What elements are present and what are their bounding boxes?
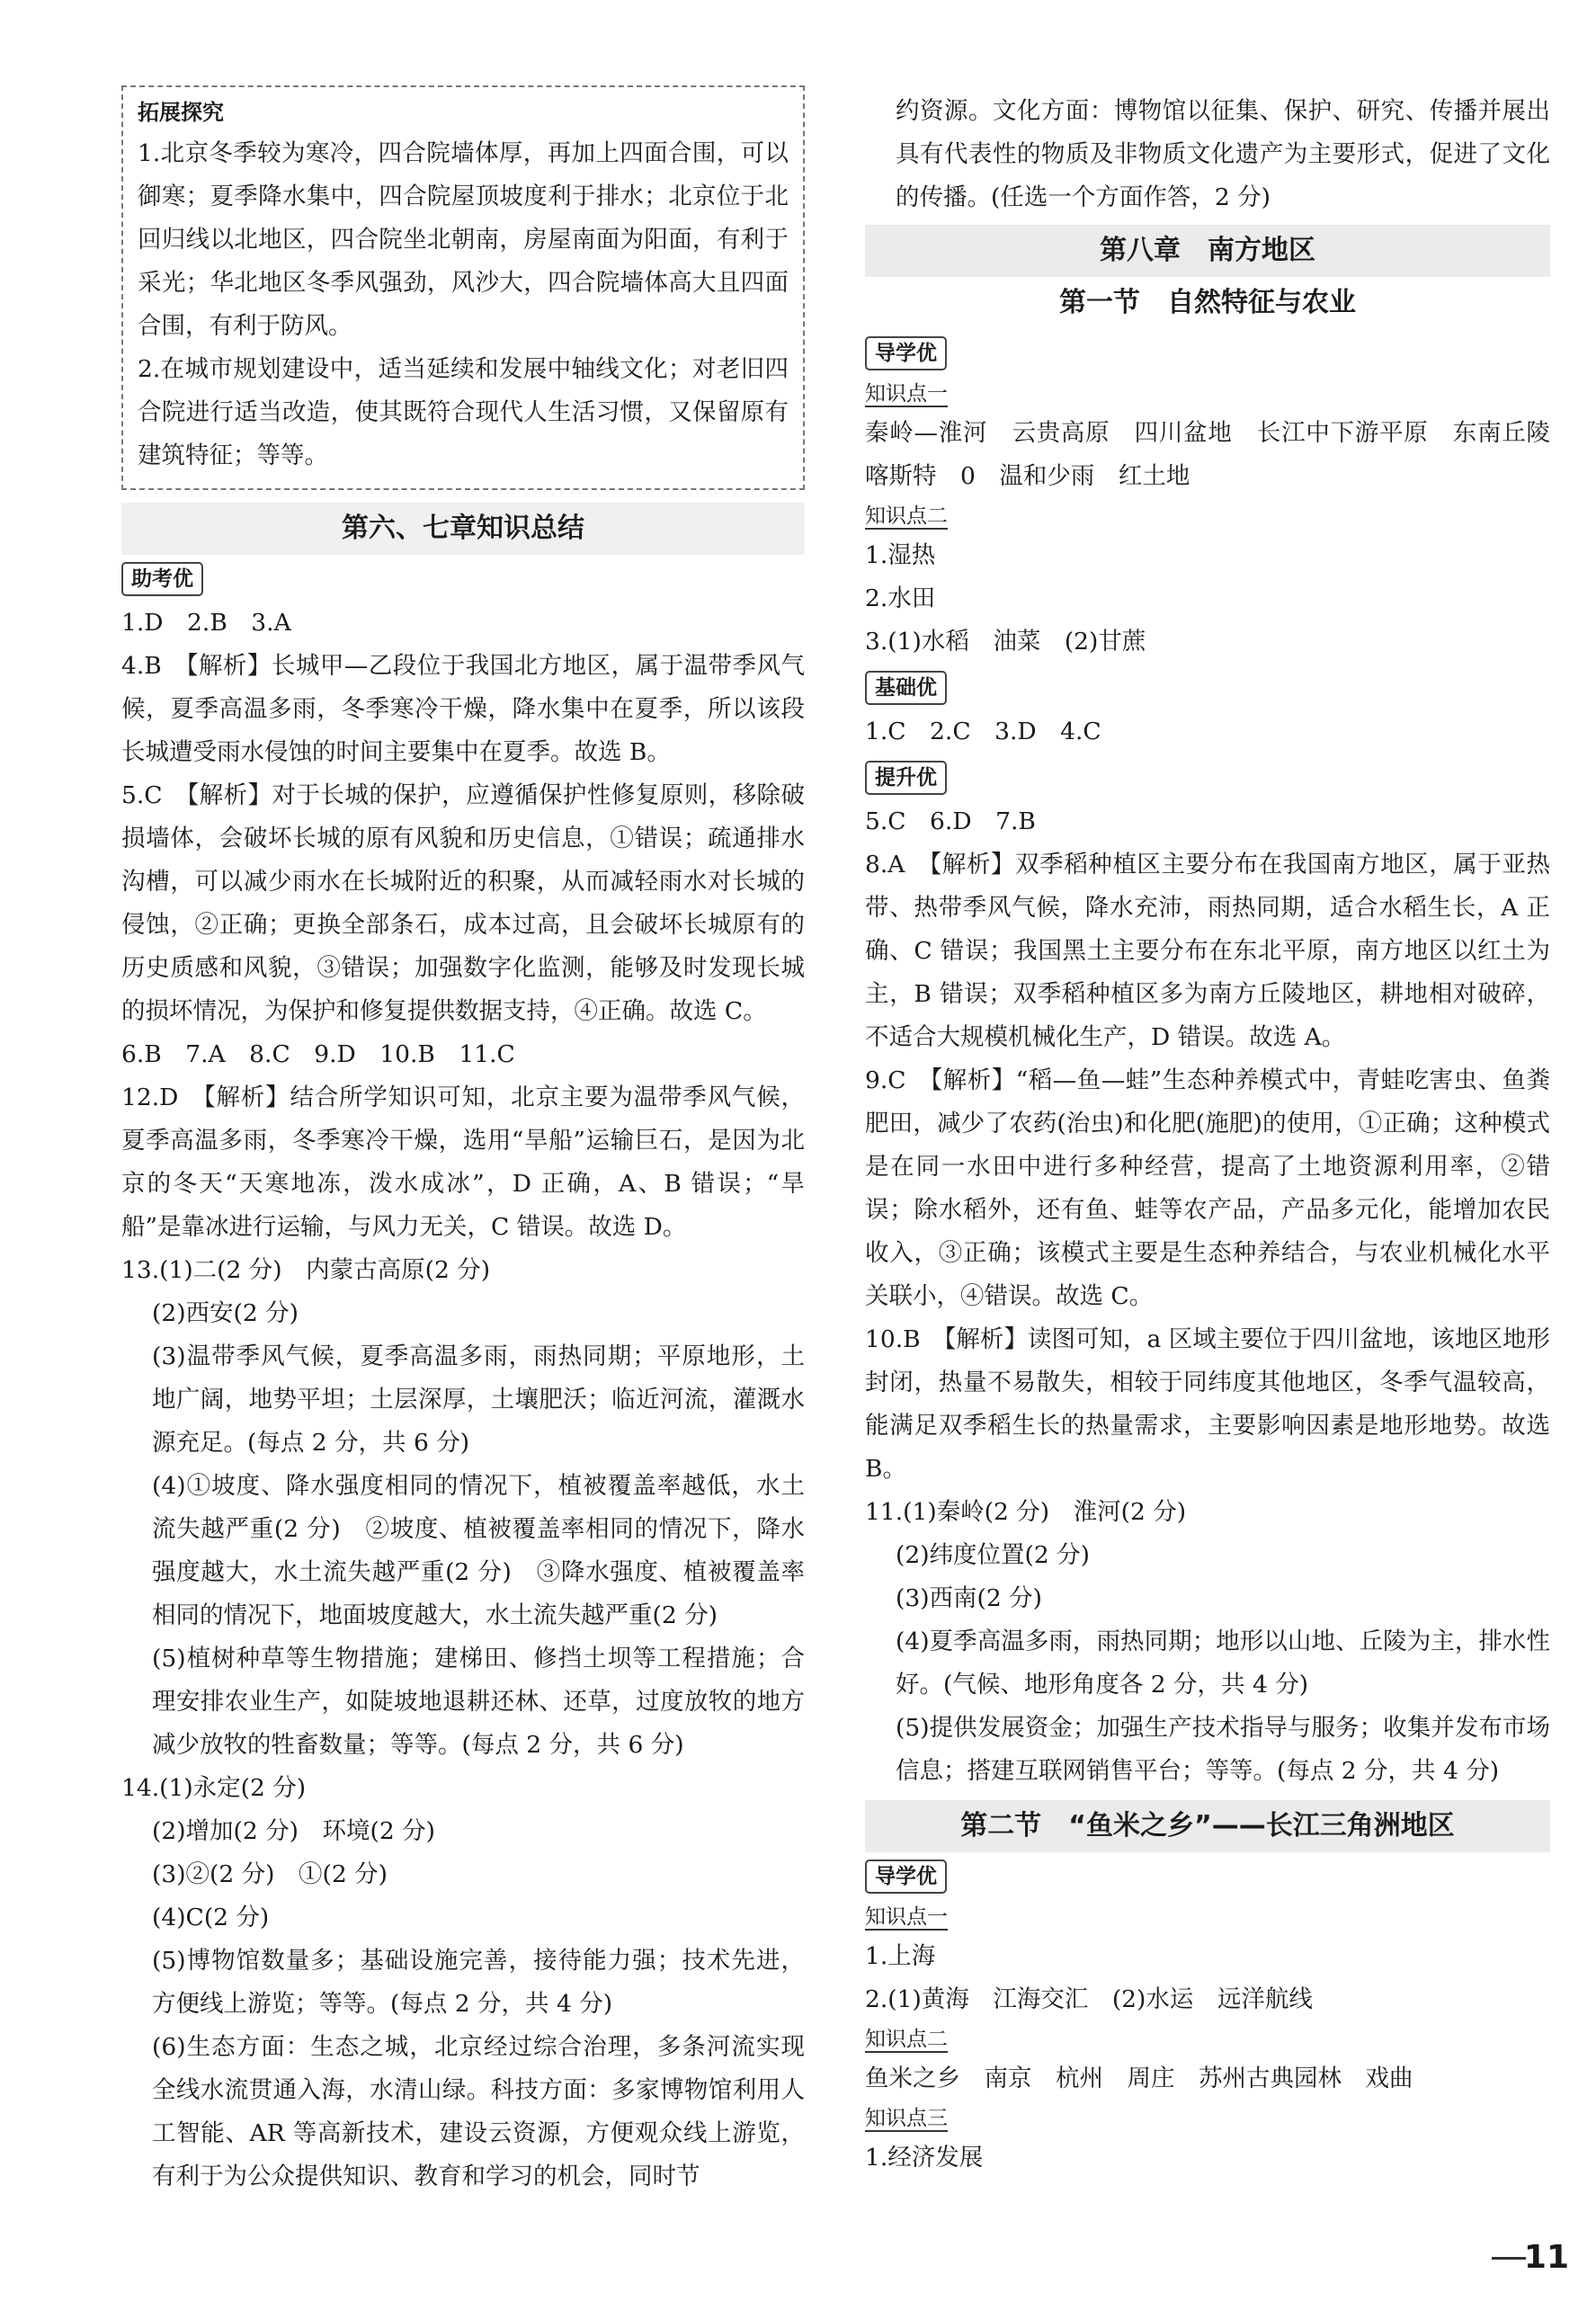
knowledge-text: 秦岭—淮河 云贵高原 四川盆地 长江中下游平原 东南丘陵 喀斯特 0 温和少雨 红土地 (865, 419, 1574, 490)
knowledge-item: 2.(1)黄海 江海交汇 (2)水运 远洋航线 (865, 1985, 1313, 2013)
basic-tag: 基础优 (865, 671, 947, 705)
extension-box (121, 85, 805, 490)
left-column (121, 85, 805, 2198)
basic-answers: 1.C 2.C 3.D 4.C (865, 718, 1101, 745)
answer-line: (4)①坡度、降水强度相同的情况下，植被覆盖率越低，水土流失越严重(2 分) ②坡度、植被覆盖率相同的情况下，降水强度越大，水土流失越严重(2 分) ③降水强度、植被覆盖率相同的情况下，地面坡度越大，水土流失越严重(2 分) (152, 1472, 805, 1629)
answer-line: 11.(1)秦岭(2 分) 淮河(2 分) (865, 1498, 1187, 1526)
extension-title: 拓展探究 (138, 100, 224, 125)
page-number: 11 (1523, 2239, 1569, 2276)
knowledge-point-label: 知识点三 (865, 2107, 948, 2130)
answer-line: (2)西安(2 分) (152, 1299, 299, 1327)
knowledge-text: 鱼米之乡 南京 杭州 周庄 苏州古典园林 戏曲 (865, 2065, 1413, 2092)
knowledge-text: 1.经济发展 (865, 2144, 984, 2172)
knowledge-point-label: 知识点二 (865, 504, 948, 528)
answer-line: (6)生态方面：生态之城，北京经过综合治理，多条河流实现全线水流贯通入海，水清山绿。科技方面：多家博物馆利用人工智能、AR 等高新技术，建设云资源，方便观众线上游览，有利于为公众提供知识、教育和学习的机会，同时节 (152, 2033, 805, 2190)
improve-tag: 提升优 (865, 761, 947, 795)
answer-line: (3)西南(2 分) (896, 1584, 1042, 1612)
guide-tag: 导学优 (865, 336, 947, 370)
chapter-heading: 第八章 南方地区 (865, 225, 1550, 277)
answer-line: (5)植树种草等生物措施；建梯田、修挡土坝等工程措施；合理安排农业生产，如陡坡地退耕还林、还草，过度放牧的地方减少放牧的牲畜数量；等等。(每点 2 分，共 6 分) (152, 1645, 805, 1759)
knowledge-item: 2.水田 (865, 584, 936, 612)
section-heading: 第一节 自然特征与农业 (865, 277, 1550, 329)
exam-tag: 助考优 (121, 562, 203, 596)
extension-item: 1.北京冬季较为寒冷，四合院墙体厚，再加上四面合围，可以御寒；夏季降水集中，四合院屋顶坡度利于排水；北京位于北回归线以北地区，四合院坐北朝南，房屋南面为阳面，有利于采光；华北地区冬季风强劲，风沙大，四合院墙体高大且四面合围，有利于防风。 (138, 139, 789, 340)
answer-line: (3)②(2 分) ①(2 分) (152, 1860, 388, 1888)
answer-line: 4.B 【解析】长城甲—乙段位于我国北方地区，属于温带季风气候，夏季高温多雨，冬季寒冷干燥，降水集中在夏季，所以该段长城遭受雨水侵蚀的时间主要集中在夏季。故选 B。 (121, 652, 805, 766)
continued-text: 约资源。文化方面：博物馆以征集、保护、研究、传播并展出具有代表性的物质及非物质文化遗产为主要形式，促进了文化的传播。(任选一个方面作答，2 分) (896, 97, 1550, 211)
answer-line: 9.C 【解析】“稻—鱼—蛙”生态种养模式中，青蛙吃害虫、鱼粪肥田，减少了农药(治虫)和化肥(施肥)的使用，①正确；这种模式是在同一水田中进行多种经营，提高了土地资源利用率，②错误；除水稻外，还有鱼、蛙等农产品，产品多元化，能增加农民收入，③正确；该模式主要是生态种养结合，与农业机械化水平关联小，④错误。故选 C。 (865, 1066, 1550, 1310)
section-heading-2: 第二节 “鱼米之乡”——长江三角洲地区 (865, 1800, 1550, 1852)
answer-line: (3)温带季风气候，夏季高温多雨，雨热同期；平原地形，土地广阔，地势平坦；土层深厚，土壤肥沃；临近河流，灌溉水源充足。(每点 2 分，共 6 分) (152, 1342, 805, 1457)
answer-line: (2)增加(2 分) 环境(2 分) (152, 1817, 435, 1845)
answer-line: 14.(1)永定(2 分) (121, 1774, 307, 1802)
right-column (865, 90, 1574, 2180)
knowledge-point-label: 知识点二 (865, 2028, 948, 2051)
answer-line: (5)博物馆数量多；基础设施完善，接待能力强；技术先进，方便线上游览；等等。(每点 2 分，共 4 分) (152, 1947, 805, 2018)
answer-line: 5.C 6.D 7.B (865, 807, 1036, 835)
answer-list (121, 602, 805, 2198)
page-number-dash (1492, 2257, 1526, 2260)
knowledge-item: 3.(1)水稻 油菜 (2)甘蔗 (865, 628, 1146, 656)
answer-line: 1.D 2.B 3.A (121, 609, 291, 637)
answer-line: 13.(1)二(2 分) 内蒙古高原(2 分) (121, 1256, 491, 1284)
answer-line: (4)夏季高温多雨，雨热同期；地形以山地、丘陵为主，排水性好。(气候、地形角度各 2 分，共 4 分) (896, 1628, 1550, 1699)
answer-line: (2)纬度位置(2 分) (896, 1541, 1090, 1569)
knowledge-item: 1.上海 (865, 1942, 936, 1970)
answer-line: 8.A 【解析】双季稻种植区主要分布在我国南方地区，属于亚热带、热带季风气候，降水充沛，雨热同期，适合水稻生长，A 正确、C 错误；我国黑土主要分布在东北平原，南方地区以红土为主，B 错误；双季稻种植区多为南方丘陵地区，耕地相对破碎，不适合大规模机械化生产，D 错误。故选 A。 (865, 851, 1550, 1051)
guide-tag-2: 导学优 (865, 1860, 947, 1894)
chapter-summary-heading: 第六、七章知识总结 (121, 503, 805, 555)
answer-line: (4)C(2 分) (152, 1904, 270, 1931)
answer-line: 12.D 【解析】结合所学知识可知，北京主要为温带季风气候，夏季高温多雨，冬季寒冷干燥，选用“旱船”运输巨石，是因为北京的冬天“天寒地冻，泼水成冰”，D 正确，A、B 错误；“旱船”是靠冰进行运输，与风力无关，C 错误。故选 D。 (121, 1084, 805, 1241)
answer-line: 10.B 【解析】读图可知，a 区域主要位于四川盆地，该地区地形封闭，热量不易散失，相较于同纬度其他地区，冬季气温较高，能满足双季稻生长的热量需求，主要影响因素是地形地势。故选 B。 (865, 1325, 1550, 1483)
knowledge-item: 1.湿热 (865, 541, 936, 569)
answer-line: 6.B 7.A 8.C 9.D 10.B 11.C (121, 1040, 515, 1068)
answer-line: (5)提供发展资金；加强生产技术指导与服务；收集并发布市场信息；搭建互联网销售平台；等等。(每点 2 分，共 4 分) (896, 1714, 1550, 1785)
extension-item: 2.在城市规划建设中，适当延续和发展中轴线文化；对老旧四合院进行适当改造，使其既符合现代人生活习惯，又保留原有建筑特征；等等。 (138, 355, 789, 469)
knowledge-point-label: 知识点一 (865, 382, 948, 406)
answer-line: 5.C 【解析】对于长城的保护，应遵循保护性修复原则，移除破损墙体，会破坏长城的原有风貌和历史信息，①错误；疏通排水沟槽，可以减少雨水在长城附近的积聚，从而减轻雨水对长城的侵蚀，②正确；更换全部条石，成本过高，且会破坏长城原有的历史质感和风貌，③错误；加强数字化监测，能够及时发现长城的损坏情况，为保护和修复提供数据支持，④正确。故选 C。 (121, 781, 805, 1025)
knowledge-point-label: 知识点一 (865, 1905, 948, 1929)
improve-answer-list (865, 800, 1550, 1793)
